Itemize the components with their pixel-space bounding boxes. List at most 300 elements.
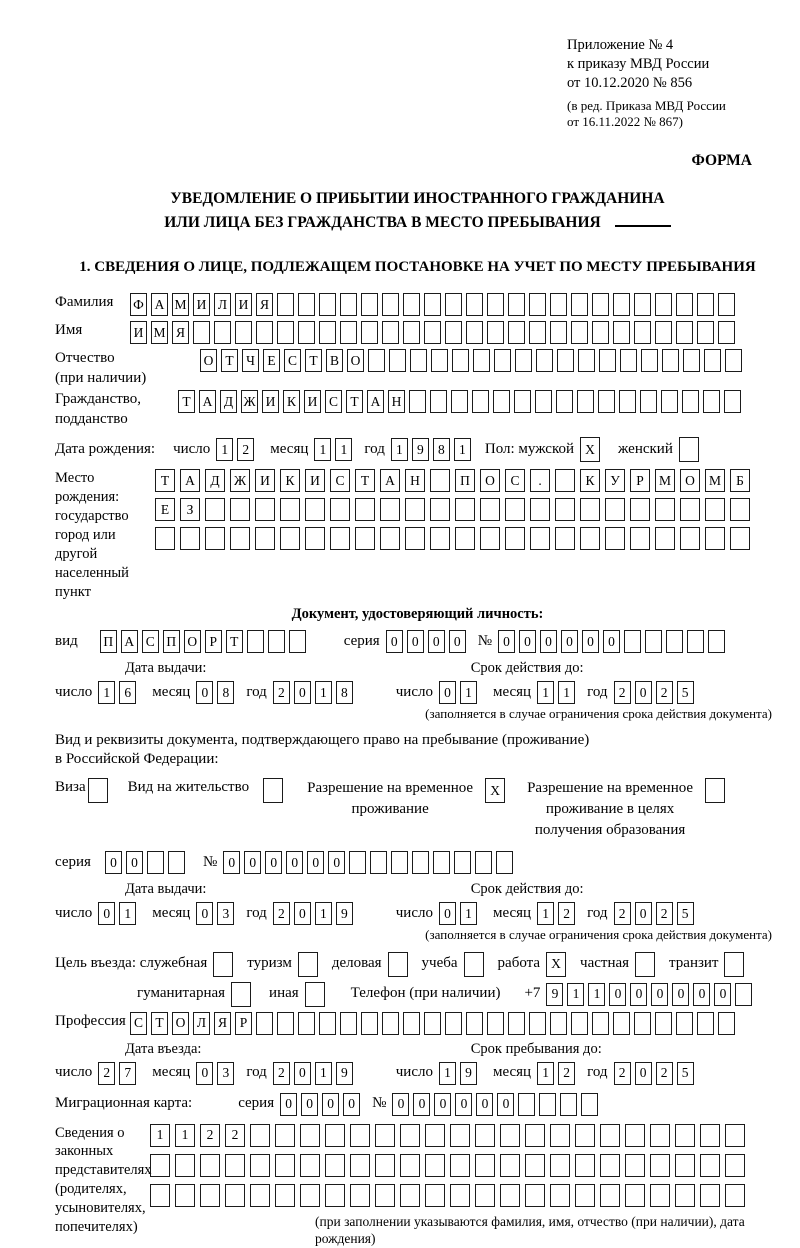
annex-amendment bbox=[567, 98, 762, 132]
name-char-box bbox=[382, 321, 399, 344]
representative-char-box bbox=[600, 1124, 620, 1147]
patronymic-char-box bbox=[725, 349, 742, 372]
representative-char-box bbox=[175, 1184, 195, 1207]
birth-place-char-box bbox=[380, 527, 400, 550]
birth-place-char-box bbox=[705, 498, 725, 521]
doc-number-label: № bbox=[477, 632, 492, 649]
birth-place-char-box bbox=[530, 498, 550, 521]
representative-char-box bbox=[525, 1154, 545, 1177]
migration-card-label: Миграционная карта: bbox=[55, 1095, 193, 1112]
identity-valid-day bbox=[439, 681, 481, 704]
birth-place-char-box bbox=[330, 527, 350, 550]
representative-char-box bbox=[700, 1154, 720, 1177]
birth-place-char-box bbox=[505, 498, 525, 521]
birth-place-char-box bbox=[405, 527, 425, 550]
surname-char-box bbox=[634, 293, 651, 316]
citizenship-char-box: И bbox=[262, 390, 279, 413]
residence-permit-box bbox=[263, 778, 287, 803]
phone-digit-box: 0 bbox=[672, 983, 689, 1006]
valid-day-box: 0 bbox=[439, 681, 456, 704]
birth-place-label-2: государство bbox=[55, 508, 129, 525]
representative-char-box bbox=[500, 1124, 520, 1147]
birth-place-char-box: Б bbox=[730, 469, 750, 492]
surname-row bbox=[55, 293, 780, 316]
representative-char-box bbox=[325, 1124, 345, 1147]
issue-year-box: 8 bbox=[336, 681, 353, 704]
patronymic-char-box: О bbox=[200, 349, 217, 372]
entry-day-box: 2 bbox=[98, 1062, 115, 1085]
entry-date-group bbox=[55, 1040, 396, 1085]
representative-char-box bbox=[400, 1184, 420, 1207]
citizenship-char-box bbox=[535, 390, 552, 413]
identity-issue-day bbox=[98, 681, 140, 704]
migration-number-box: 0 bbox=[476, 1093, 493, 1116]
valid-year-box: 2 bbox=[614, 902, 631, 925]
birth-year-box: 1 bbox=[391, 438, 408, 461]
birth-place-char-box: И bbox=[305, 469, 325, 492]
representatives-labels bbox=[55, 1124, 150, 1237]
doc-kind-char-box: Р bbox=[205, 630, 222, 653]
residence-series-box bbox=[168, 851, 185, 874]
surname-char-box bbox=[340, 293, 357, 316]
issue-date-heading: Дата выдачи: bbox=[125, 880, 207, 897]
representative-char-box bbox=[450, 1124, 470, 1147]
valid-year-box: 0 bbox=[635, 681, 652, 704]
entry-year-box: 2 bbox=[273, 1062, 290, 1085]
patronymic-char-box bbox=[473, 349, 490, 372]
representatives-label-5: усыновителях, bbox=[55, 1199, 146, 1216]
citizenship-char-box bbox=[556, 390, 573, 413]
citizenship-char-box bbox=[514, 390, 531, 413]
residence-number-box: 0 bbox=[286, 851, 303, 874]
name-char-box bbox=[424, 321, 441, 344]
profession-char-box bbox=[466, 1012, 483, 1035]
birth-place-char-box bbox=[230, 498, 250, 521]
entry-month-box: 3 bbox=[217, 1062, 234, 1085]
name-char-box bbox=[550, 321, 567, 344]
birth-place-char-box bbox=[380, 498, 400, 521]
migration-number-boxes bbox=[392, 1093, 602, 1116]
purpose-official-checkbox bbox=[213, 952, 233, 977]
annex-amend-line-2: от 16.11.2022 № 867) bbox=[567, 114, 684, 130]
purpose-tourism-checkbox bbox=[298, 952, 318, 977]
profession-char-box: Т bbox=[151, 1012, 168, 1035]
sex-male-label: Пол: мужской bbox=[484, 441, 575, 458]
phone-digit-box bbox=[735, 983, 752, 1006]
issue-year-box: 0 bbox=[294, 902, 311, 925]
citizenship-char-box bbox=[682, 390, 699, 413]
phone-digit-box: 1 bbox=[588, 983, 605, 1006]
migration-number-box: 0 bbox=[413, 1093, 430, 1116]
representatives-label-2: законных bbox=[55, 1143, 114, 1160]
residence-permit-checkbox bbox=[263, 778, 283, 803]
birth-place-char-box bbox=[655, 527, 675, 550]
representatives-block bbox=[55, 1124, 780, 1248]
residence-issue-group bbox=[55, 880, 396, 925]
representative-char-box bbox=[550, 1124, 570, 1147]
name-row bbox=[55, 321, 780, 344]
purpose-humanitarian-label: гуманитарная bbox=[137, 985, 226, 1002]
birth-place-char-box: . bbox=[530, 469, 550, 492]
representative-char-box bbox=[625, 1184, 645, 1207]
residence-doc-dates bbox=[55, 880, 780, 925]
representative-char-box bbox=[475, 1184, 495, 1207]
form-title-line-1: УВЕДОМЛЕНИЕ О ПРИБЫТИИ ИНОСТРАННОГО ГРАЖДАНИНА bbox=[170, 190, 665, 208]
representative-char-box bbox=[325, 1184, 345, 1207]
stay-day-box: 1 bbox=[439, 1062, 456, 1085]
profession-char-box bbox=[529, 1012, 546, 1035]
representative-char-box bbox=[250, 1154, 270, 1177]
form-title-line-2-text: ИЛИ ЛИЦА БЕЗ ГРАЖДАНСТВА В МЕСТО ПРЕБЫВАНИЯ bbox=[164, 213, 601, 231]
valid-year-box: 5 bbox=[677, 902, 694, 925]
representative-char-box bbox=[350, 1154, 370, 1177]
name-char-box bbox=[403, 321, 420, 344]
birth-place-char-box: Т bbox=[355, 469, 375, 492]
year-label: год bbox=[246, 1064, 267, 1081]
birth-place-char-box bbox=[155, 527, 175, 550]
identity-valid-year bbox=[614, 681, 698, 704]
citizenship-char-box bbox=[661, 390, 678, 413]
representative-char-box bbox=[200, 1154, 220, 1177]
doc-kind-char-box: О bbox=[184, 630, 201, 653]
representative-char-box bbox=[650, 1154, 670, 1177]
doc-series-boxes bbox=[386, 630, 470, 653]
birth-place-char-box bbox=[455, 527, 475, 550]
birth-place-char-box bbox=[555, 498, 575, 521]
citizenship-char-box: К bbox=[283, 390, 300, 413]
profession-char-box bbox=[487, 1012, 504, 1035]
patronymic-label-line2: (при наличии) bbox=[55, 369, 147, 386]
purpose-row-2 bbox=[137, 982, 780, 1007]
residence-series-label: серия bbox=[55, 853, 91, 870]
representative-char-box bbox=[425, 1154, 445, 1177]
birth-place-char-box bbox=[255, 527, 275, 550]
year-label: год bbox=[587, 1064, 608, 1081]
purpose-study-label: учеба bbox=[421, 955, 458, 972]
patronymic-char-box: Ч bbox=[242, 349, 259, 372]
birth-place-char-box bbox=[580, 498, 600, 521]
valid-until-heading: Срок действия до: bbox=[470, 660, 584, 677]
birth-place-char-box: Е bbox=[155, 498, 175, 521]
representative-char-box bbox=[725, 1124, 745, 1147]
name-char-box bbox=[508, 321, 525, 344]
issue-month-box: 0 bbox=[196, 681, 213, 704]
annex-line-2: к приказу МВД России bbox=[567, 55, 710, 72]
birth-place-char-box: М bbox=[705, 469, 725, 492]
purpose-humanitarian-box bbox=[231, 982, 255, 1007]
phone-prefix: +7 bbox=[524, 985, 541, 1002]
residence-issue-line bbox=[55, 902, 396, 925]
citizenship-char-box bbox=[619, 390, 636, 413]
profession-char-box bbox=[718, 1012, 735, 1035]
representatives-label-6: попечителях) bbox=[55, 1218, 138, 1235]
stay-year-box: 2 bbox=[656, 1062, 673, 1085]
representative-char-box bbox=[350, 1184, 370, 1207]
citizenship-char-box: Т bbox=[346, 390, 363, 413]
temp-residence-edu-box bbox=[705, 778, 729, 803]
birth-place-char-box: И bbox=[255, 469, 275, 492]
profession-char-box bbox=[634, 1012, 651, 1035]
name-char-box: И bbox=[130, 321, 147, 344]
temp-residence-label-line2: проживание bbox=[351, 800, 429, 817]
day-label: число bbox=[395, 683, 433, 700]
year-label: год bbox=[587, 904, 608, 921]
issue-year-box: 2 bbox=[273, 681, 290, 704]
representative-char-box bbox=[300, 1154, 320, 1177]
surname-char-box: Ф bbox=[130, 293, 147, 316]
purpose-transit-checkbox bbox=[724, 952, 744, 977]
name-char-box bbox=[340, 321, 357, 344]
temp-residence-label bbox=[307, 778, 473, 820]
migration-series-box: 0 bbox=[322, 1093, 339, 1116]
annex-line-3: от 10.12.2020 № 856 bbox=[567, 74, 693, 91]
representative-char-box bbox=[425, 1124, 445, 1147]
representative-char-box bbox=[300, 1124, 320, 1147]
stay-year-box: 2 bbox=[614, 1062, 631, 1085]
profession-char-box bbox=[340, 1012, 357, 1035]
sex-female-label: женский bbox=[618, 441, 673, 458]
birth-place-char-box: С bbox=[330, 469, 350, 492]
representative-char-box bbox=[675, 1184, 695, 1207]
surname-char-box: М bbox=[172, 293, 189, 316]
phone-digit-box: 0 bbox=[693, 983, 710, 1006]
birth-place-char-box: У bbox=[605, 469, 625, 492]
purpose-business-label: деловая bbox=[331, 955, 382, 972]
annex-line-1: Приложение № 4 bbox=[567, 37, 674, 53]
patronymic-char-box bbox=[515, 349, 532, 372]
patronymic-char-box: О bbox=[347, 349, 364, 372]
issue-day-box: 0 bbox=[98, 902, 115, 925]
representative-char-box bbox=[325, 1154, 345, 1177]
residence-number-box: 0 bbox=[307, 851, 324, 874]
patronymic-char-box: Т bbox=[305, 349, 322, 372]
purpose-official-label: Цель въезда: служебная bbox=[55, 955, 208, 972]
birth-place-char-box bbox=[205, 527, 225, 550]
citizenship-char-box bbox=[472, 390, 489, 413]
birth-place-char-box bbox=[455, 498, 475, 521]
birth-place-row-1 bbox=[155, 469, 755, 492]
birth-year-box: 9 bbox=[412, 438, 429, 461]
surname-char-box bbox=[403, 293, 420, 316]
representatives-row-2 bbox=[150, 1154, 780, 1177]
profession-char-box bbox=[550, 1012, 567, 1035]
birth-place-char-box bbox=[430, 469, 450, 492]
purpose-business-checkbox bbox=[388, 952, 408, 977]
valid-month-box: 2 bbox=[558, 902, 575, 925]
residence-series-box: 0 bbox=[105, 851, 122, 874]
entry-year bbox=[273, 1062, 357, 1085]
birth-year-box: 8 bbox=[433, 438, 450, 461]
purpose-official-box bbox=[213, 952, 237, 977]
name-char-box bbox=[697, 321, 714, 344]
representative-char-box bbox=[575, 1184, 595, 1207]
citizenship-label bbox=[55, 390, 178, 429]
citizenship-char-box: А bbox=[199, 390, 216, 413]
patronymic-row bbox=[55, 349, 780, 388]
patronymic-label-line1: Отчество bbox=[55, 350, 115, 367]
purpose-study-checkbox bbox=[464, 952, 484, 977]
entry-month-box: 0 bbox=[196, 1062, 213, 1085]
citizenship-char-box: Н bbox=[388, 390, 405, 413]
representative-char-box bbox=[275, 1154, 295, 1177]
citizenship-char-box: Ж bbox=[241, 390, 258, 413]
purpose-tourism-box bbox=[298, 952, 322, 977]
sex-female-box bbox=[679, 437, 703, 462]
birth-place-char-box: Ж bbox=[230, 469, 250, 492]
representative-char-box bbox=[375, 1154, 395, 1177]
purpose-tourism-label: туризм bbox=[247, 955, 292, 972]
issue-day-box: 1 bbox=[119, 902, 136, 925]
doc-series-box: 0 bbox=[407, 630, 424, 653]
profession-char-box: Р bbox=[235, 1012, 252, 1035]
surname-char-box: И bbox=[193, 293, 210, 316]
birth-day-box: 2 bbox=[237, 438, 254, 461]
migration-number-box: 0 bbox=[455, 1093, 472, 1116]
representative-char-box bbox=[550, 1154, 570, 1177]
phone-digit-box: 0 bbox=[609, 983, 626, 1006]
birth-place-char-box bbox=[580, 527, 600, 550]
patronymic-char-box bbox=[431, 349, 448, 372]
title-blank-underline bbox=[615, 225, 671, 227]
name-char-box bbox=[718, 321, 735, 344]
citizenship-char-box: И bbox=[304, 390, 321, 413]
valid-day-box: 1 bbox=[460, 902, 477, 925]
doc-kind-char-box: Т bbox=[226, 630, 243, 653]
visa-label: Виза bbox=[55, 778, 86, 795]
month-label: месяц bbox=[152, 683, 191, 700]
identity-doc-heading: Документ, удостоверяющий личность: bbox=[291, 606, 544, 623]
birth-place-char-box: Н bbox=[405, 469, 425, 492]
name-char-box bbox=[676, 321, 693, 344]
residence-number-box bbox=[391, 851, 408, 874]
representative-char-box bbox=[500, 1184, 520, 1207]
valid-month-box: 1 bbox=[537, 681, 554, 704]
doc-series-box: 0 bbox=[386, 630, 403, 653]
valid-until-heading: Срок действия до: bbox=[470, 880, 584, 897]
representative-char-box bbox=[700, 1184, 720, 1207]
valid-month-box: 1 bbox=[537, 902, 554, 925]
entry-date-line bbox=[55, 1062, 396, 1085]
doc-number-box: 0 bbox=[498, 630, 515, 653]
representative-char-box bbox=[650, 1184, 670, 1207]
surname-char-box bbox=[361, 293, 378, 316]
birth-date-label: Дата рождения: bbox=[55, 441, 156, 458]
birth-place-char-box bbox=[530, 527, 550, 550]
sex-female-checkbox bbox=[679, 437, 699, 462]
surname-char-box bbox=[382, 293, 399, 316]
annex-amend-line-1: (в ред. Приказа МВД России bbox=[567, 97, 726, 113]
representative-char-box bbox=[150, 1184, 170, 1207]
entry-day bbox=[98, 1062, 140, 1085]
representative-char-box: 1 bbox=[175, 1124, 195, 1147]
residence-number-box bbox=[433, 851, 450, 874]
form-word: ФОРМА bbox=[691, 152, 752, 170]
doc-number-box bbox=[666, 630, 683, 653]
sex-male-box bbox=[580, 437, 604, 462]
stay-month-box: 1 bbox=[537, 1062, 554, 1085]
migration-card-row bbox=[55, 1093, 780, 1116]
residence-number-box: 0 bbox=[328, 851, 345, 874]
residence-number-box bbox=[412, 851, 429, 874]
representative-char-box bbox=[475, 1124, 495, 1147]
birth-place-char-box bbox=[430, 498, 450, 521]
migration-series-boxes bbox=[280, 1093, 364, 1116]
representative-char-box bbox=[450, 1184, 470, 1207]
profession-char-box bbox=[508, 1012, 525, 1035]
birth-place-char-box bbox=[405, 498, 425, 521]
birth-place-char-box: М bbox=[655, 469, 675, 492]
name-char-box bbox=[256, 321, 273, 344]
issue-month-box: 3 bbox=[217, 902, 234, 925]
representative-char-box bbox=[350, 1124, 370, 1147]
patronymic-char-box bbox=[662, 349, 679, 372]
birth-place-char-box: Р bbox=[630, 469, 650, 492]
patronymic-char-box bbox=[578, 349, 595, 372]
patronymic-char-box bbox=[410, 349, 427, 372]
residence-number-box: 0 bbox=[223, 851, 240, 874]
name-char-box bbox=[487, 321, 504, 344]
form-title bbox=[55, 187, 780, 234]
residence-permit-label: Вид на жительство bbox=[127, 778, 250, 795]
residence-number-box bbox=[370, 851, 387, 874]
birth-month-boxes bbox=[314, 438, 356, 461]
valid-day-box: 1 bbox=[460, 681, 477, 704]
valid-year-box: 5 bbox=[677, 681, 694, 704]
representative-char-box bbox=[225, 1154, 245, 1177]
annex-block bbox=[567, 36, 762, 131]
purpose-other-box bbox=[305, 982, 329, 1007]
issue-day-box: 6 bbox=[119, 681, 136, 704]
year-label: год bbox=[246, 904, 267, 921]
birth-place-rows bbox=[155, 469, 755, 550]
citizenship-char-box: А bbox=[367, 390, 384, 413]
representative-char-box bbox=[425, 1184, 445, 1207]
surname-char-box: Я bbox=[256, 293, 273, 316]
issue-month-box: 8 bbox=[217, 681, 234, 704]
profession-char-box bbox=[697, 1012, 714, 1035]
stay-until-heading: Срок пребывания до: bbox=[470, 1040, 602, 1057]
representatives-label-4: (родителях, bbox=[55, 1181, 127, 1198]
representatives-row-3 bbox=[150, 1184, 780, 1207]
section-1-heading: 1. СВЕДЕНИЯ О ЛИЦЕ, ПОДЛЕЖАЩЕМ ПОСТАНОВКЕ НА УЧЕТ ПО МЕСТУ ПРЕБЫВАНИЯ bbox=[79, 258, 756, 275]
purpose-work-box bbox=[546, 952, 570, 977]
entry-day-box: 7 bbox=[119, 1062, 136, 1085]
name-char-box bbox=[319, 321, 336, 344]
patronymic-label bbox=[55, 349, 200, 388]
residence-valid-line bbox=[396, 902, 780, 925]
doc-kind-char-box: П bbox=[100, 630, 117, 653]
issue-day-box: 1 bbox=[98, 681, 115, 704]
temp-residence-box bbox=[485, 778, 509, 803]
patronymic-char-box bbox=[704, 349, 721, 372]
entry-year-box: 9 bbox=[336, 1062, 353, 1085]
profession-char-box bbox=[445, 1012, 462, 1035]
birth-date-row bbox=[55, 437, 780, 462]
patronymic-char-box bbox=[683, 349, 700, 372]
surname-label: Фамилия bbox=[55, 294, 114, 311]
surname-char-box bbox=[445, 293, 462, 316]
surname-char-box: А bbox=[151, 293, 168, 316]
patronymic-char-box bbox=[452, 349, 469, 372]
profession-char-box bbox=[424, 1012, 441, 1035]
representative-char-box bbox=[225, 1184, 245, 1207]
residence-series-box bbox=[147, 851, 164, 874]
name-label: Имя bbox=[55, 322, 83, 339]
doc-number-box: 0 bbox=[540, 630, 557, 653]
year-label: год bbox=[246, 683, 267, 700]
birth-month-box: 1 bbox=[335, 438, 352, 461]
citizenship-label-line2: подданство bbox=[55, 410, 128, 427]
